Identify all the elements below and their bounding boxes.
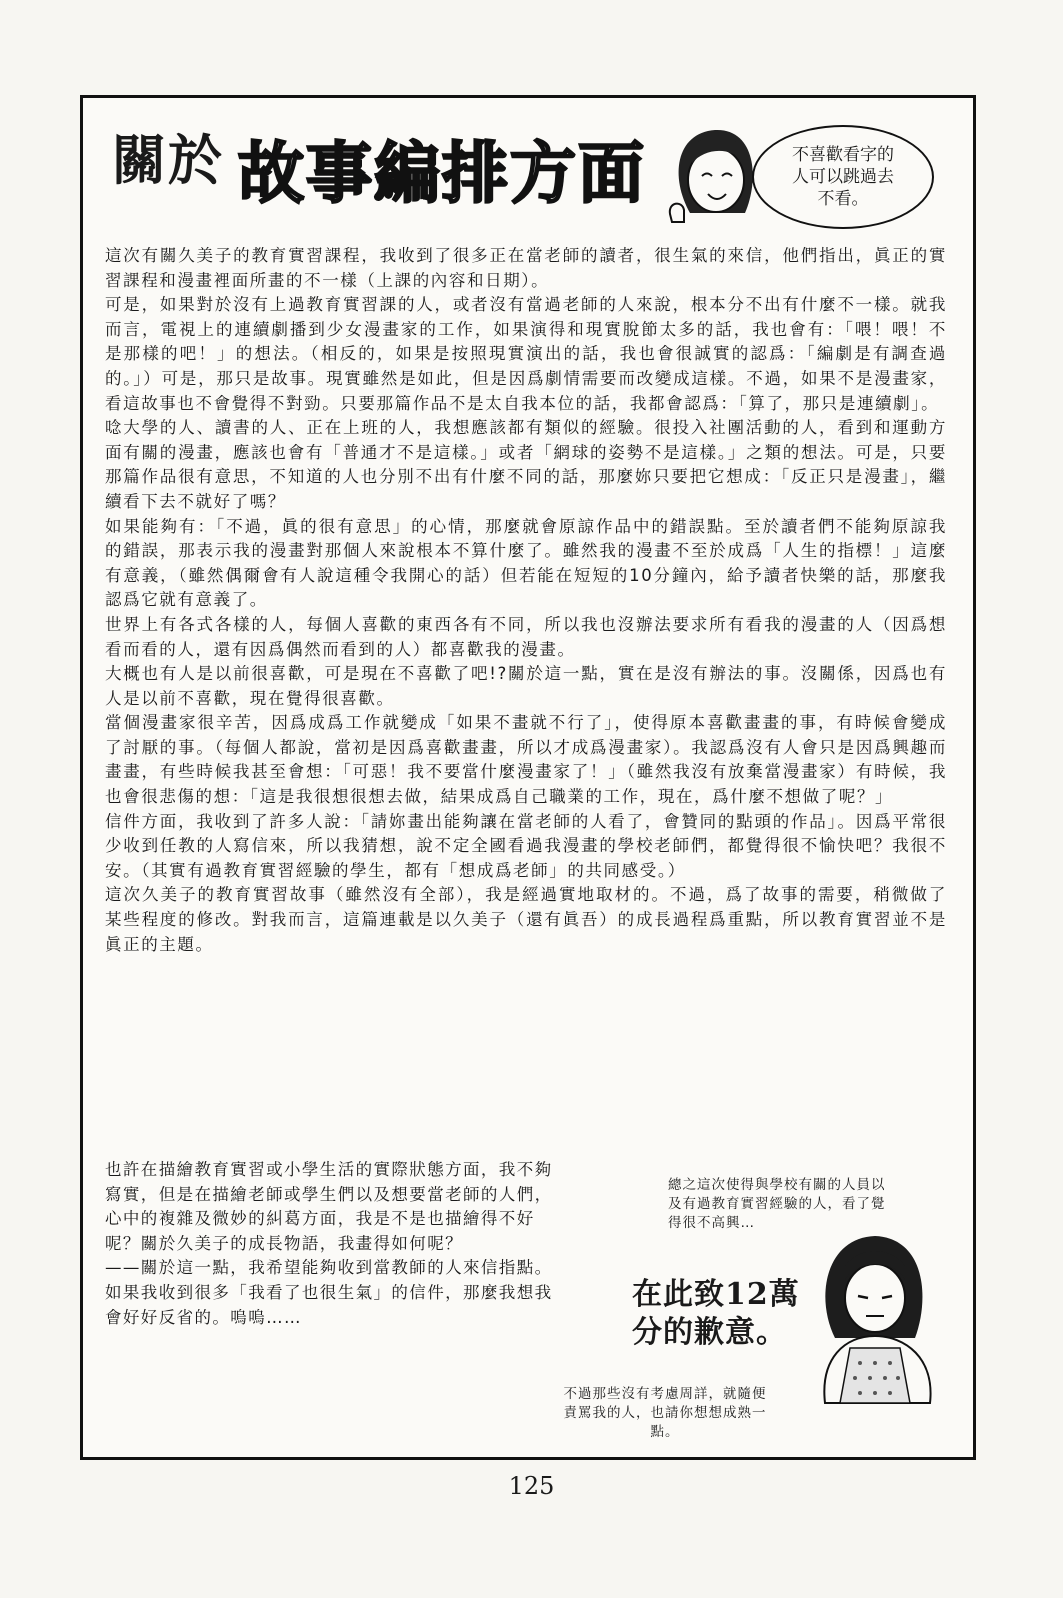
paragraph: 世界上有各式各樣的人，每個人喜歡的東西各有不同，所以我也沒辦法要求所有看我的漫畫的人（因爲想看而看的人，還有因爲偶然而看到的人）都喜歡我的漫畫。 — [105, 614, 947, 659]
side-note-bottom: 不過那些沒有考慮周詳，就隨便責罵我的人，也請你想想成熟一點。 — [563, 1386, 767, 1440]
paragraph: 也許在描繪教育實習或小學生活的實際狀態方面，我不夠寫實，但是在描繪老師或學生們以及想要當老師的人們，心中的複雜及微妙的糾葛方面，我是不是也描繪得不好呢？關於久美子的成長物語，我畫得如何呢？ — [105, 1160, 553, 1253]
paragraph: 如果能夠有：「不過，眞的很有意思」的心情，那麼就會原諒作品中的錯誤點。至於讀者們不能夠原諒我的錯誤，那表示我的漫畫對那個人來說根本不算什麼了。雖然我的漫畫不至於成爲「人生的指標！」這麼有意義，（雖然偶爾會有人說這種令我開心的話）但若能在短短的10分鐘內，給予讀者快樂的話，那麼我認爲它就有意義了。 — [105, 516, 947, 610]
paragraph: 可是，如果對於沒有上過教育實習課的人，或者沒有當過老師的人來說，根本分不出有什麼不一樣。就我而言，電視上的連續劇播到少女漫畫家的工作，如果演得和現實脫節太多的話，我也會有：「喂！喂！不是那樣的吧！」的想法。（相反的，如果是按照現實演出的話，我也會很誠實的認爲：「編劇是有調查過的。」）可是，那只是故事。現實雖然是如此，但是因爲劇情需要而改變成這樣。不過，如果不是漫畫家，看這故事也不會覺得不對勁。只要那篇作品不是太自我本位的話，我都會認爲：「算了，那只是連續劇」。 — [105, 295, 947, 413]
paragraph: 唸大學的人、讀書的人、正在上班的人，我想應該都有類似的經驗。很投入社團活動的人，看到和運動方面有關的漫畫，應該也會有「普通才不是這樣。」或者「網球的姿勢不是這樣。」之類的想法。可是，只要那篇作品很有意思，不知道的人也分別不出有什麼不同的話，那麼妳只要把它想成：「反正只是漫畫」，繼續看下去不就好了嗎？ — [105, 418, 947, 511]
bowing-girl-illustration — [790, 1218, 960, 1408]
paragraph: 信件方面，我收到了許多人說：「請妳畫出能夠讓在當老師的人看了，會贊同的點頭的作品」。因爲平常很少收到任教的人寫信來，所以我猜想，說不定全國看過我漫畫的學校老師們，都覺得很不愉快吧？我很不安。（其實有過教育實習經驗的學生，都有「想成爲老師」的共同感受。） — [105, 811, 947, 880]
paragraph: 當個漫畫家很辛苦，因爲成爲工作就變成「如果不畫就不行了」，使得原本喜歡畫畫的事，有時候會變成了討厭的事。（每個人都說，當初是因爲喜歡畫畫，所以才成爲漫畫家）。我認爲沒有人會只是因爲興趣而畫畫，有些時候我甚至會想：「可惡！我不要當什麼漫畫家了！」（雖然我沒有放棄當漫畫家）有時候，我也會很悲傷的想：「這是我很想很想去做，結果成爲自己職業的工作，現在，爲什麼不想做了呢？」 — [105, 713, 947, 807]
page-number: 125 — [508, 1472, 555, 1500]
article-body — [105, 244, 947, 957]
apology-line: 分的歉意。 — [632, 1315, 787, 1350]
paragraph: ——關於這一點，我希望能夠收到當教師的人來信指點。如果我收到很多「我看了也很生氣」的信件，那麼我想我會好好反省的。嗚嗚…… — [105, 1258, 553, 1327]
apology-line: 在此致12萬 — [632, 1277, 800, 1312]
title-prefix: 關於 — [112, 128, 224, 192]
paragraph: 這次有關久美子的教育實習課程，我收到了很多正在當老師的讀者，很生氣的來信，他們指出，眞正的實習課程和漫畫裡面所畫的不一樣（上課的內容和日期）。 — [105, 246, 947, 290]
apology-heading — [632, 1276, 800, 1352]
side-note-top: 總之這次使得與學校有關的人員以及有過教育實習經驗的人，看了覺得很不高興… — [668, 1177, 886, 1231]
speech-bubble — [752, 125, 934, 229]
paragraph: 這次久美子的教育實習故事（雖然沒有全部），我是經過實地取材的。不過，爲了故事的需要，稍微做了某些程度的修改。對我而言，這篇連載是以久美子（還有眞吾）的成長過程爲重點，所以教育實習並不是眞正的主題。 — [105, 885, 947, 954]
speech-bubble-text: 不喜歡看字的人可以跳過去不看。 — [792, 145, 894, 209]
page-title: 故事編排方面 — [238, 135, 646, 212]
closing-text — [105, 1158, 565, 1330]
paragraph: 大概也有人是以前很喜歡，可是現在不喜歡了吧!?關於這一點，實在是沒有辦法的事。沒關係，因爲也有人是以前不喜歡，現在覺得很喜歡。 — [105, 664, 947, 708]
